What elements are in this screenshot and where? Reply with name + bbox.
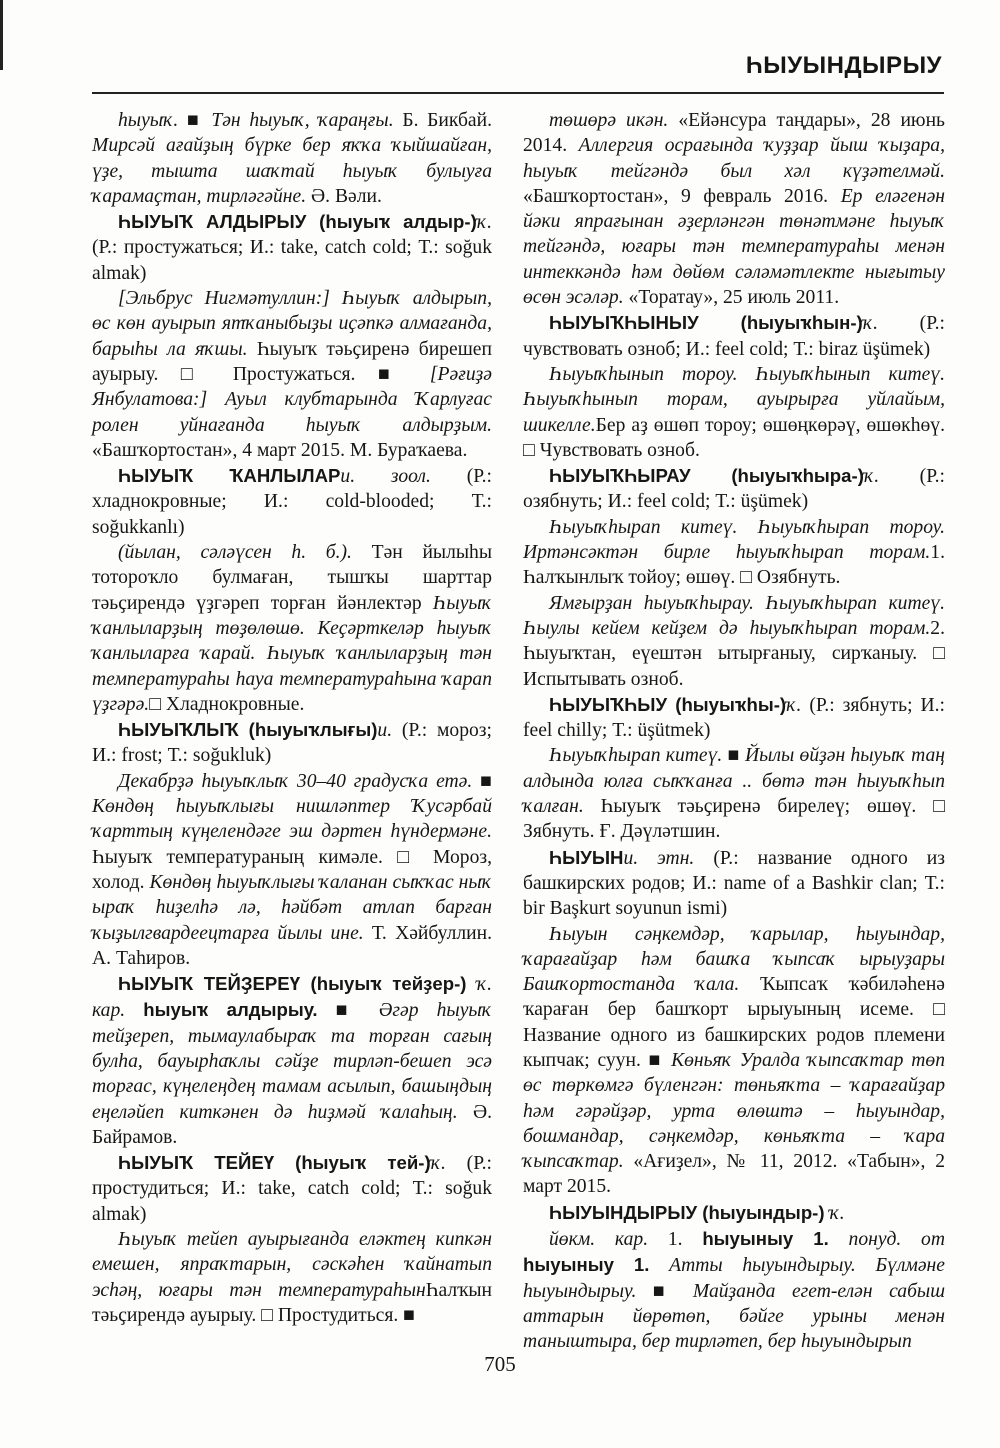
body-text: 1. Һалҡынлыҡ тойоу; өшөү. □ Озябнуть. <box>523 542 945 589</box>
body-text: Һыуыҡ тәьҫиренә бирелеү; өшөү. □ Зябнуть. <box>523 796 945 843</box>
headword: ҺЫУЫҠ ТЕЙҘЕРЕҮ (һыуыҡ тейҙер-) <box>118 973 467 995</box>
italic-text: ҡ. <box>863 466 880 488</box>
entry-paragraph <box>92 540 492 717</box>
body-text: Тән йылыһы тотороҡло булмаған, тышҡы шарттар тәьҫирендә үҙгәреп торған йәнлектәр <box>92 542 492 614</box>
headword: ҺЫУЫНДЫРЫУ (һыуындыр-) <box>549 1201 825 1223</box>
headword: һыуыҡ алдырыу. <box>143 999 318 1021</box>
italic-text: понуд. от <box>828 1229 945 1251</box>
italic-text: ҡ. <box>862 313 878 335</box>
italic-text: ҡ. кар. <box>92 974 492 1022</box>
entry-paragraph <box>92 286 492 463</box>
dictionary-entry <box>92 463 492 540</box>
body-text: «Башҡортостан», 9 февраль 2016. <box>523 185 841 207</box>
italic-text: Аллергия осрағында ҡуҙҙар йыш ҡыҙара, һыуыҡ тейгәндә был хәл күҙәтелмәй. <box>523 135 945 182</box>
body-text: Ҡыпсаҡ ҡәбиләһенә ҡараған бер башҡорт ырыуының исеме. □ Название одного из башкирских родов племени кыпчак; суун. ■ <box>523 974 946 1071</box>
body-text: (Р.: простужаться; И.: take, catch cold; Т.: soğuk almak) <box>92 237 492 284</box>
dictionary-entry <box>523 463 945 515</box>
italic-text: Һыуыҡһынып тороу. Һыуыҡһынып китеү. Һыуыҡһынып торам, ауырырға уйлайым, шикелле. <box>523 363 945 436</box>
headword: ҺЫУЫҠҺЫНЫУ (һыуыҡһын-) <box>549 312 863 334</box>
entry-paragraph <box>523 922 945 1200</box>
entry-paragraph <box>523 362 945 463</box>
body-text: (Р.: мороз; И.: frost; Т.: soğukluk) <box>92 720 492 767</box>
right-column <box>523 108 946 1353</box>
italic-text: Атты һыуындырыу. Бүлмәне һыуындырыу. ■ Майҙанда егет-елән сабыш аттарын йөрөтөп, бәйге урыны менән таныштыра, бер тирләтеп, бер һыуындырып <box>523 1255 945 1353</box>
body-text: «Ейәнсура таңдары», 28 июнь 2014. <box>523 110 945 157</box>
body-text: (Р.: чувствовать озноб; И.: feel cold; Т.: biraz üşümek) <box>523 313 945 360</box>
entry-paragraph <box>92 769 492 971</box>
body-text: □ Хладнокровные. <box>149 693 305 715</box>
headword: ҺЫУЫН <box>549 846 624 868</box>
italic-text: төшөрә икән. <box>549 110 679 131</box>
italic-text: Ямғырҙан һыуыҡһырау. Һыуыҡһырап китеү. Һыулы кейем кейҙем дә һыуыҡһырап торам. <box>523 592 945 639</box>
entry-paragraph <box>523 108 945 310</box>
italic-text: Декабрҙә һыуыҡлыҡ 30–40 градусҡа етә. ■ Көндөң һыуыҡлығы нишләптер Ҡусәрбай ҡарттың күңелендәге эш дәртен һүндермәне. <box>92 770 492 843</box>
headword: ҺЫУЫҠ АЛДЫРЫУ (һыуыҡ алдыр-) <box>118 211 477 233</box>
body-text: Ә. Вәли. <box>311 185 382 207</box>
italic-text: йөкм. кар. <box>549 1229 668 1251</box>
italic-text: ҡ. <box>430 1153 446 1175</box>
body-text: А. Таһиров. <box>92 947 191 969</box>
italic-text: Һыуыҡһырап китеү. Һыуыҡһырап тороу. Иртәнсәктән бирле һыуыҡһырап торам. <box>523 516 945 564</box>
italic-text: һыуыҡ. ■ Тән һыуыҡ, ҡараңғы. <box>118 110 403 131</box>
italic-text: Һыуын сәңкемдәр, ҡарылар, һыуындар, ҡарағайҙар һәм башҡа ҡыпсаҡ ырыуҙары Башҡортостанда ҡала. <box>523 923 945 996</box>
body-text: «Табын», 2 март 2015. <box>523 1151 945 1198</box>
left-column <box>92 108 493 1326</box>
dictionary-entry <box>92 717 492 769</box>
entry-paragraph <box>92 1227 492 1328</box>
body-text: «Ағиҙел», № 11, 2012. <box>633 1151 848 1173</box>
body-text: Ә. Байрамов. <box>92 1101 492 1148</box>
body-text: (Р.: зябнуть; И.: feel chilly; Т.: üşütmek) <box>523 694 945 742</box>
italic-text: Мирсәй ағайҙың бүрке бер яҡҡа ҡыйшайған, үҙе, тышта шаҡтай һыуыҡ булыуға ҡарамаҫтан, тирләгәйне. <box>92 135 492 207</box>
binding-edge <box>0 0 3 70</box>
entry-paragraph <box>92 108 492 209</box>
italic-text: Көндөң һыуыҡлығы ҡаланан сыҡҡас ныҡ ыраҡ һиҙелһә лә, һәйбәт атлап барған ҡыҙылгвардеецтарға йылы ине. <box>92 871 492 944</box>
running-head: ҺЫУЫНДЫРЫУ <box>745 52 942 79</box>
headword: ҺЫУЫҠ ҠАНЛЫЛАР <box>118 465 341 487</box>
body-text: (Р.: озябнуть; И.: feel cold; Т.: üşümek) <box>523 466 945 513</box>
italic-text: и. зоол. <box>340 466 431 488</box>
entry-paragraph <box>523 515 945 591</box>
italic-text: Һыуыҡһырап китеү. ■ Йылы өйҙән һыуыҡ таң алдында юлға сыҡҡанға .. бөтә тән һыуыҡһып ҡалған. <box>523 745 945 818</box>
body-text: Б. Бикбай. <box>402 110 492 131</box>
entry-paragraph <box>523 591 945 692</box>
italic-text: и. этн. <box>623 847 695 869</box>
headword: ҺЫУЫҠЛЫҠ (һыуыҡлығы) <box>118 719 378 741</box>
body-text: Ғ. Дәүләтшин. <box>599 821 721 843</box>
italic-text: Һыуыҡ ҡанлыларҙың төҙөлөшө. Кеҫәрткеләр һыуыҡ ҡанлыларға ҡарай. Һыуыҡ ҡанлыларҙың тән температураһы һауа температураһына ҡарап үҙгәрә. <box>92 592 492 715</box>
dictionary-entry <box>92 1150 492 1227</box>
body-text: М. Бураҡаева. <box>349 439 468 461</box>
body-text: (Р.: название одного из башкирских родов; И.: name of a Bashkir clan; Т.: bir Başkurt soyunun ismi) <box>523 847 945 920</box>
headword: ҺЫУЫҠҺЫУ (һыуыҡһы-) <box>549 693 787 715</box>
italic-text: ҡ. <box>824 1202 845 1224</box>
dictionary-entry <box>523 845 945 922</box>
italic-text: Ер еләгенән йәки япрағынан әҙерләнгән төнәтмәне һыуыҡ тейгәндә, юғары тән температураһы менән интеккәндә һәм дөйөм сәләмәтлекте нығытыу өсөн эсәләр. <box>523 185 946 309</box>
body-text: «Торатау», 25 июль 2011. <box>628 287 840 309</box>
page-number: 705 <box>484 1352 516 1376</box>
entry-paragraph <box>523 743 945 844</box>
headword: ҺЫУЫҠҺЫРАУ (һыуыҡһыра-) <box>549 465 864 487</box>
body-text: 1. <box>667 1229 703 1251</box>
body-text: Һыуыҡ тәьҫиренә бирешеп ауырыу. □ Простужаться. ■ <box>92 338 492 385</box>
dictionary-entry <box>92 209 492 286</box>
body-text: Һыуыҡ температураның кимәле. □ Мороз, холод. <box>92 846 492 893</box>
body-text: Т. Хәйбуллин. <box>371 922 492 944</box>
body-text: Һалҡын тәьҫирендә ауырыу. □ Простудиться. ■ <box>92 1279 492 1326</box>
italic-text: ■ Әгәр һыуыҡ тейҙереп, тымаулабыраҡ та торған сағың булһа, бауырһаҡлы сәйҙе тирләп-бешеп эсә торғас, күңелеңдең тамам асылып, башыңдың еңеләйеп киткәнен дә һиҙмәй ҡалаһың. <box>92 1000 492 1123</box>
italic-text: [Эльбрус Нигмәтуллин:] Һыуыҡ алдырып, өс көн ауырып ятҡаныбыҙы иҫәпкә алмағанда, барыһы ла яҡшы. <box>92 288 492 360</box>
italic-text: Көньяҡ Уралда ҡыпсаҡтар төп өс төркөмгә бүленгән: төньяҡта – ҡарағайҙар һәм гәрәйҙәр, урта өлөштә – һыуындар, бошмандар, сәңкемдәр, көньяҡта – ҡара ҡыпсаҡтар. <box>523 1049 945 1173</box>
body-text: (Р.: хладнокровные; И.: cold-blooded; Т.: soğukkanlı) <box>92 466 493 538</box>
italic-text: Һыуыҡ тейеп ауырығанда еләктең кипкән емешен, япраҡтарын, сәскәһен ҡайнатып эсһәң, юғары тән температураһын <box>92 1229 492 1301</box>
headword: һыуыныу 1. <box>702 1228 829 1250</box>
header-rule <box>92 92 944 94</box>
body-text: 2. Һыуыҡтан, еүештән ытырғаныу, сирҡаныу. □ Испытывать озноб. <box>523 617 945 690</box>
headword: ҺЫУЫҠ ТЕЙЕҮ (һыуыҡ тей-) <box>118 1152 431 1174</box>
body-text: (Р.: простудиться; И.: take, catch cold; Т.: soğuk almak) <box>92 1153 492 1225</box>
dictionary-entry <box>523 692 945 744</box>
dictionary-entry <box>523 1200 945 1226</box>
italic-text: ҡ. <box>786 694 802 716</box>
headword: һыуыныу 1. <box>523 1254 650 1276</box>
entry-paragraph <box>523 1226 945 1354</box>
dictionary-entry <box>92 971 492 1150</box>
dictionary-entry <box>523 310 945 362</box>
body-text: «Башҡортостан», 4 март 2015. <box>92 439 350 461</box>
italic-text: ҡ. <box>476 212 492 234</box>
body-text: Бер аҙ өшөп тороу; өшөңкөрәү, өшөкһөү. □ Чувствовать озноб. <box>523 414 945 461</box>
italic-text: и. <box>377 720 393 742</box>
italic-text: (йылан, сәләүсен һ. б.). <box>118 542 372 564</box>
italic-text: [Рәғиҙә Янбулатова:] Ауыл клубтарында Ҡарлуғас ролен уйнағанда һыуыҡ алдырҙым. <box>92 363 492 436</box>
